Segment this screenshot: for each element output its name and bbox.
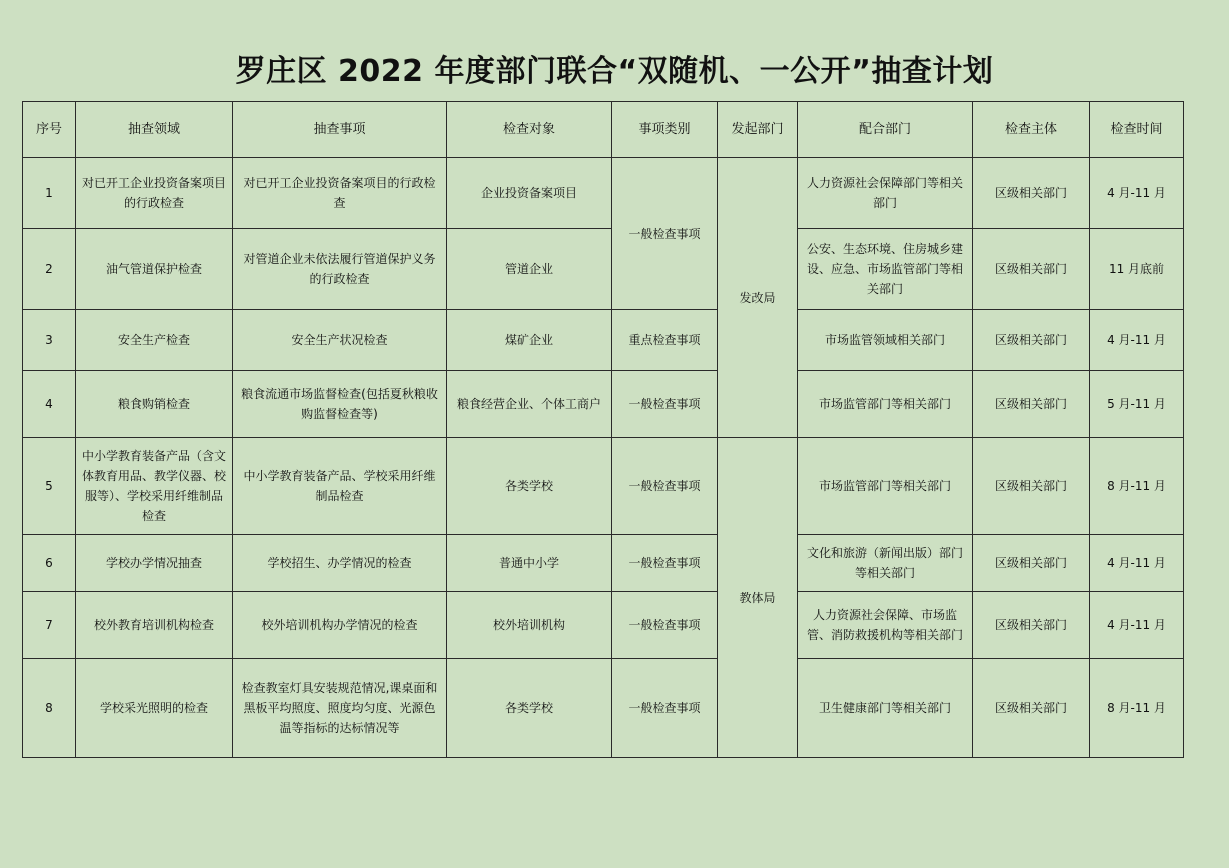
cell-no: 1	[23, 158, 76, 229]
header-initiator: 发起部门	[718, 102, 798, 158]
cell-initiator: 发改局	[718, 158, 798, 438]
cell-item: 学校招生、办学情况的检查	[233, 535, 447, 592]
header-category: 事项类别	[612, 102, 718, 158]
page-title: 罗庄区 2022 年度部门联合“双随机、一公开”抽查计划	[235, 54, 994, 89]
cell-time: 8 月-11 月	[1090, 438, 1184, 535]
cell-field: 中小学教育装备产品（含文体教育用品、教学仪器、校服等）、学校采用纤维制品检查	[76, 438, 233, 535]
cell-subject: 区级相关部门	[973, 310, 1090, 371]
cell-target: 各类学校	[447, 659, 612, 758]
cell-partner: 市场监管部门等相关部门	[798, 371, 973, 438]
cell-time: 4 月-11 月	[1090, 535, 1184, 592]
cell-field: 油气管道保护检查	[76, 229, 233, 310]
table-row	[23, 371, 1184, 438]
cell-field: 学校办学情况抽查	[76, 535, 233, 592]
cell-no: 3	[23, 310, 76, 371]
cell-category: 一般检查事项	[612, 438, 718, 535]
cell-field: 对已开工企业投资备案项目的行政检查	[76, 158, 233, 229]
cell-no: 5	[23, 438, 76, 535]
cell-category: 一般检查事项	[612, 592, 718, 659]
cell-subject: 区级相关部门	[973, 371, 1090, 438]
table-header-row	[23, 102, 1184, 158]
cell-category: 一般检查事项	[612, 371, 718, 438]
cell-no: 7	[23, 592, 76, 659]
cell-partner: 卫生健康部门等相关部门	[798, 659, 973, 758]
table-row	[23, 229, 1184, 310]
cell-category: 一般检查事项	[612, 659, 718, 758]
cell-no: 6	[23, 535, 76, 592]
table-row	[23, 659, 1184, 758]
cell-item: 对已开工企业投资备案项目的行政检查	[233, 158, 447, 229]
cell-subject: 区级相关部门	[973, 229, 1090, 310]
cell-time: 4 月-11 月	[1090, 592, 1184, 659]
cell-category: 重点检查事项	[612, 310, 718, 371]
cell-item: 安全生产状况检查	[233, 310, 447, 371]
table-row	[23, 158, 1184, 229]
cell-time: 11 月底前	[1090, 229, 1184, 310]
cell-item: 中小学教育装备产品、学校采用纤维制品检查	[233, 438, 447, 535]
cell-category: 一般检查事项	[612, 158, 718, 310]
header-time: 检查时间	[1090, 102, 1184, 158]
cell-partner: 市场监管部门等相关部门	[798, 438, 973, 535]
cell-target: 煤矿企业	[447, 310, 612, 371]
cell-partner: 文化和旅游（新闻出版）部门等相关部门	[798, 535, 973, 592]
cell-target: 企业投资备案项目	[447, 158, 612, 229]
cell-partner: 市场监管领域相关部门	[798, 310, 973, 371]
table-row	[23, 592, 1184, 659]
header-item: 抽查事项	[233, 102, 447, 158]
cell-partner: 人力资源社会保障部门等相关部门	[798, 158, 973, 229]
cell-field: 安全生产检查	[76, 310, 233, 371]
cell-partner: 公安、生态环境、住房城乡建设、应急、市场监管部门等相关部门	[798, 229, 973, 310]
cell-field: 校外教育培训机构检查	[76, 592, 233, 659]
header-target: 检查对象	[447, 102, 612, 158]
cell-subject: 区级相关部门	[973, 592, 1090, 659]
cell-item: 检查教室灯具安装规范情况,课桌面和黑板平均照度、照度均匀度、光源色温等指标的达标情况等	[233, 659, 447, 758]
cell-field: 粮食购销检查	[76, 371, 233, 438]
inspection-plan-table	[22, 101, 1184, 758]
cell-time: 8 月-11 月	[1090, 659, 1184, 758]
cell-item: 对管道企业未依法履行管道保护义务的行政检查	[233, 229, 447, 310]
cell-initiator: 教体局	[718, 438, 798, 758]
table-row	[23, 535, 1184, 592]
cell-subject: 区级相关部门	[973, 535, 1090, 592]
cell-partner: 人力资源社会保障、市场监管、消防救援机构等相关部门	[798, 592, 973, 659]
cell-item: 粮食流通市场监督检查(包括夏秋粮收购监督检查等)	[233, 371, 447, 438]
cell-subject: 区级相关部门	[973, 158, 1090, 229]
cell-time: 4 月-11 月	[1090, 158, 1184, 229]
cell-field: 学校采光照明的检查	[76, 659, 233, 758]
cell-item: 校外培训机构办学情况的检查	[233, 592, 447, 659]
cell-no: 4	[23, 371, 76, 438]
cell-target: 粮食经营企业、个体工商户	[447, 371, 612, 438]
header-partner: 配合部门	[798, 102, 973, 158]
header-no: 序号	[23, 102, 76, 158]
header-subject: 检查主体	[973, 102, 1090, 158]
cell-target: 各类学校	[447, 438, 612, 535]
cell-target: 校外培训机构	[447, 592, 612, 659]
cell-subject: 区级相关部门	[973, 438, 1090, 535]
cell-category: 一般检查事项	[612, 535, 718, 592]
cell-no: 2	[23, 229, 76, 310]
table-row	[23, 438, 1184, 535]
cell-time: 5 月-11 月	[1090, 371, 1184, 438]
cell-target: 普通中小学	[447, 535, 612, 592]
header-field: 抽查领域	[76, 102, 233, 158]
cell-subject: 区级相关部门	[973, 659, 1090, 758]
cell-target: 管道企业	[447, 229, 612, 310]
cell-no: 8	[23, 659, 76, 758]
cell-time: 4 月-11 月	[1090, 310, 1184, 371]
table-row	[23, 310, 1184, 371]
